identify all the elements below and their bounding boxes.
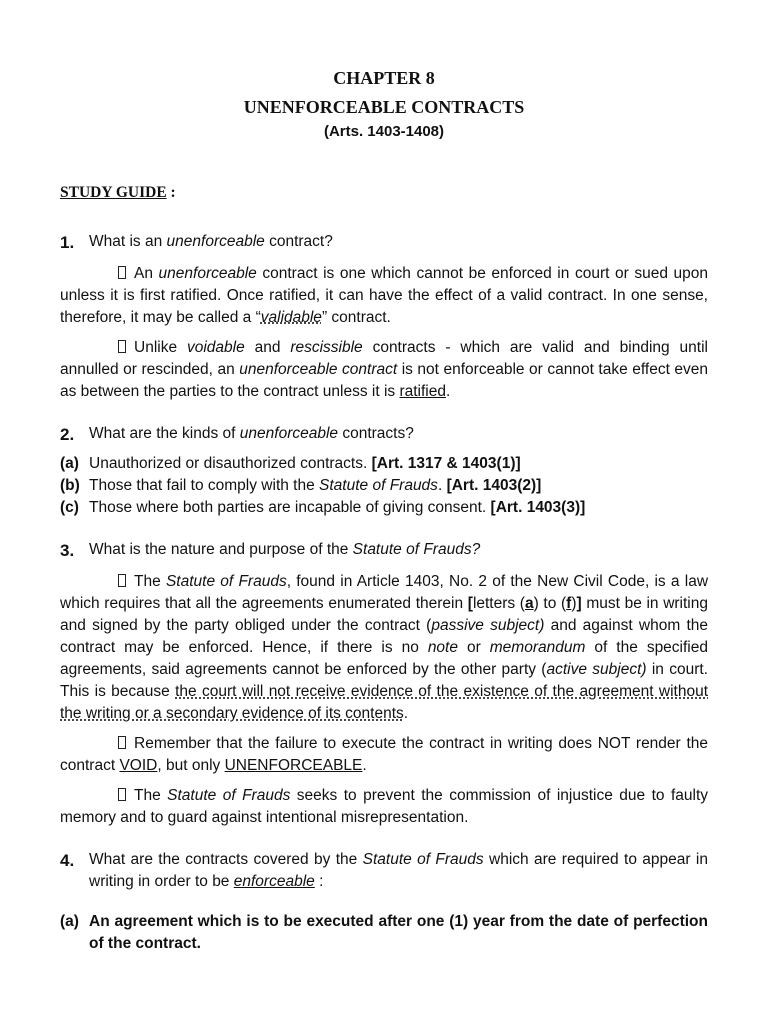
answer-paragraph: An unenforceable contract is one which cannot be enforced in court or sued upon unless it is first ratified. Once ratified, it can have the effect of a valid contract. In one sense, therefore, it may be called a “validable” contract. (60, 265, 709, 327)
answer-paragraph: Remember that the failure to execute the contract in writing does NOT render the contract VOID, but only UNENFORCEABLE. (60, 735, 708, 775)
checkbox-bullet-icon (118, 574, 126, 587)
question-text: What is an unenforceable contract? (89, 232, 333, 250)
list-item: (a) An agreement which is to be executed after one (1) year from the date of perfection of the contract. (60, 913, 708, 953)
list-item: (a) Unauthorized or disauthorized contracts. [Art. 1317 & 1403(1)] (60, 455, 521, 473)
checkbox-bullet-icon (118, 340, 126, 353)
checkbox-bullet-icon (118, 788, 126, 801)
chapter-number: CHAPTER 8 (333, 68, 435, 88)
kinds-list (60, 453, 708, 519)
question-number: 2. (60, 425, 75, 445)
article-range: (Arts. 1403-1408) (323, 122, 445, 140)
chapter-title: UNENFORCEABLE CONTRACTS (243, 96, 525, 117)
question-text: What are the contracts covered by the Statute of Frauds which are required to appear in writing in order to be enforceable : (89, 851, 708, 891)
question-number: 3. (60, 541, 75, 561)
document-page (60, 64, 708, 955)
study-guide-heading: STUDY GUIDE : (60, 183, 176, 201)
checkbox-bullet-icon (118, 736, 126, 749)
question-2 (60, 423, 708, 447)
question-text: What are the kinds of unenforceable contracts? (89, 425, 414, 443)
answer-paragraph: The Statute of Frauds, found in Article 1403, No. 2 of the New Civil Code, is a law which requires that all the agreements enumerated therein [letters (a) to (f)] must be in writing and signed by the party obliged under the contract (passive subject) and against whom the contract may be enforced. Hence, if there is no note or memorandum of the specified agreements, said agreements cannot be enforced by the other party (active subject) in court. This is because the court will not receive evidence of the existence of the agreement without the writing or a secondary evidence of its contents. (60, 573, 709, 723)
answer-paragraph: Unlike voidable and rescissible contracts - which are valid and binding until annulled or rescinded, an unenforceable contract is not enforceable or cannot take effect even as between the parties to the contract unless it is ratified. (60, 339, 709, 401)
question-number: 1. (60, 232, 75, 252)
covered-contracts-list (60, 911, 708, 955)
checkbox-bullet-icon (118, 266, 126, 279)
question-1 (60, 231, 708, 255)
answer-paragraph: The Statute of Frauds seeks to prevent the commission of injustice due to faulty memory and to guard against intentional misrepresentation. (60, 787, 708, 827)
question-4 (60, 849, 708, 893)
question-text: What is the nature and purpose of the Statute of Frauds? (89, 541, 481, 559)
list-item: (b) Those that fail to comply with the Statute of Frauds. [Art. 1403(2)] (60, 477, 542, 495)
question-number: 4. (60, 851, 75, 871)
list-item: (c) Those where both parties are incapable of giving consent. [Art. 1403(3)] (60, 499, 586, 517)
question-3 (60, 539, 708, 563)
